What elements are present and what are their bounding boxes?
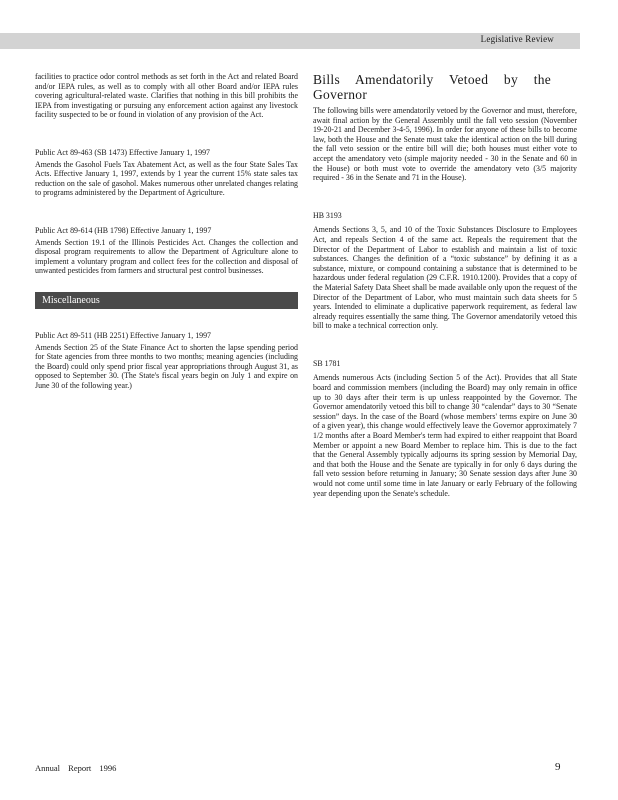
page-number: 9 [555, 761, 561, 773]
bill-id: SB 1781 [313, 358, 341, 368]
header-title: Legislative Review [480, 34, 554, 44]
right-column [313, 72, 577, 526]
act-body: Amends Section 19.1 of the Illinois Pesticides Act. Changes the collection and disposal program requirements to allow the Department of Agriculture alone to implement a voluntary program and collect fees for the collection and disposal of unwanted pesticides from farmers and structural pest control businesses. [35, 237, 298, 276]
act-heading: Public Act 89-463 (SB 1473) Effective January 1, 1997 [35, 147, 210, 157]
bill-entry [313, 211, 577, 331]
section-title-miscellaneous: Miscellaneous [35, 292, 298, 309]
act-body: Amends Section 25 of the State Finance Act to shorten the lapse spending period for State agencies from three months to two months; meaning agencies (including the Board) could only spend prior fiscal year appropriations through August 31, as opposed to September 30. (The State's fiscal years begin on July 1 and expire on June 30 of the following year.) [35, 342, 298, 390]
act-heading: Public Act 89-511 (HB 2251) Effective January 1, 1997 [35, 330, 211, 340]
act-body: Amends the Gasohol Fuels Tax Abatement Act, as well as the four State Sales Tax Acts. Effective January 1, 1997, extends by 1 year the current 15% state sales tax reduction on the sale of gasohol. Makes numerous other unrelated changes relating to programs administered by the Department of Agriculture. [35, 159, 298, 198]
header-bar [0, 33, 580, 49]
section-title-vetoed-bills: Bills Amendatorily Vetoed by the Governor [313, 72, 552, 102]
bill-id: HB 3193 [313, 210, 342, 220]
act-heading: Public Act 89-614 (HB 1798) Effective January 1, 1997 [35, 225, 212, 235]
act-entry [35, 226, 298, 276]
footer-report-title: Annual Report 1996 [35, 763, 117, 773]
act-entry [35, 148, 298, 198]
bill-body: Amends numerous Acts (including Section 5 of the Act). Provides that all State board and commission members (including the Board) may only remain in office up to 30 days after their term is up unless reappointed by the Governor. The Governor amendatorily vetoed this bill to change 30 “calendar” days to 30 “Senate session” days. In the case of the Board (whose members' terms expire on June 30 of a given year), this change would effectively leave the Governor approximately 7 1/2 months after a Board Member's term had expired to either reappoint that Board Member or appoint a new Board Member to replace him. This is due to the fact that the General Assembly typically adjourns its spring session by Memorial Day, and that both the House and the Senate are typically in for only 6 days during the fall veto session before returning in January; 30 Senate session days after June 30 would not come until some time in late January or early February of the following year depending upon the Senate's schedule. [313, 373, 577, 498]
veto-intro-paragraph: The following bills were amendatorily vetoed by the Governor and must, therefore, await final action by the General Assembly until the fall veto session (November 19-20-21 and December 3-4-5, 1996). In order for anyone of these bills to become law, both the House and the Senate must take the identical action on the bill during the fall veto session or the entire bill will die; both houses must either vote to accept the amendatory veto (simple majority needed - 30 in the Senate and 60 in the House) or both must vote to override the amendatory veto (3/5 majority required - 36 in the Senate and 71 in the House). [313, 106, 577, 183]
intro-paragraph: facilities to practice odor control methods as set forth in the Act and related Board and/or IEPA rules, as well as to comply with all other Board and/or IEPA rules covering agricultural-related waste. Clarifies that nothing in this bill prohibits the IEPA from investigating or pursuing any enforcement action against any livestock facility suspected to be or found in violation of any provision of the Act. [35, 72, 298, 120]
bill-body: Amends Sections 3, 5, and 10 of the Toxic Substances Disclosure to Employees Act, and repeals Section 4 of the same act. Repeals the requirement that the Director of the Department of Labor to establish and maintain a list of toxic substances. Changes the definition of a “toxic substance” by defining it as a substance, mixture, or compound containing a substance that is determined to be hazardous under federal regulation (29 C.F.R. 1910.1200). Provides that a copy of the Material Safety Data Sheet shall be made available only upon the request of the Director of the Department of Labor, who must maintain such data sheets for 5 years. Intended to eliminate a duplicative paperwork requirement, as federal law already requires essentially the same thing. The Governor amendatorily vetoed this bill to make a technical correction only. [313, 225, 577, 331]
bill-entry [313, 359, 577, 498]
left-column [35, 72, 298, 418]
act-entry [35, 331, 298, 391]
